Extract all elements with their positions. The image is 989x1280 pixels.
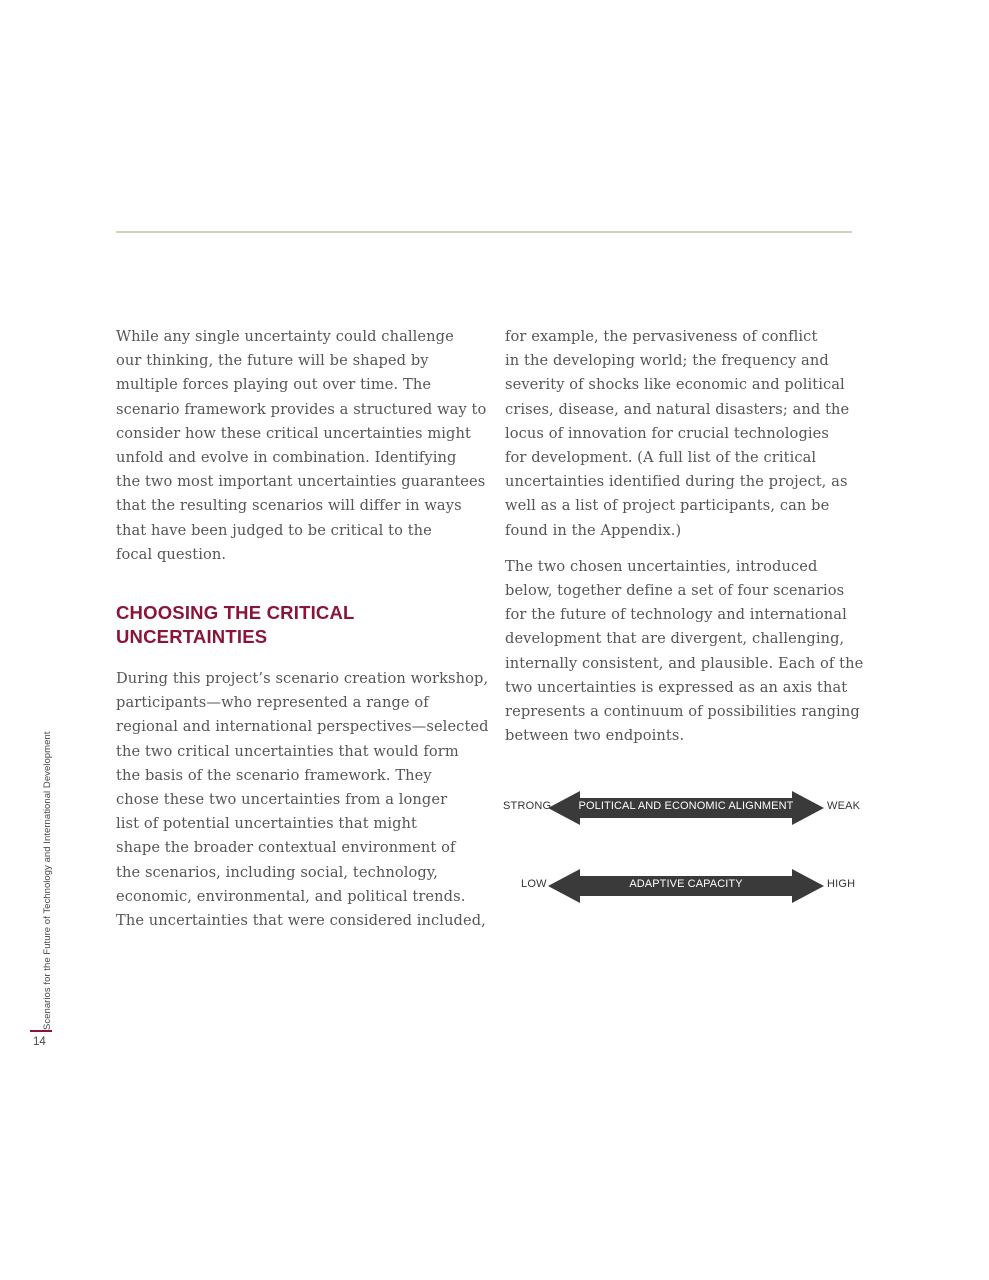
- right-column: [505, 325, 864, 760]
- text-line: two uncertainties is expressed as an axis that: [505, 678, 848, 696]
- text-line: locus of innovation for crucial technologies: [505, 424, 829, 442]
- text-line: between two endpoints.: [505, 727, 685, 745]
- text-line: internally consistent, and plausible. Each of the: [505, 654, 864, 672]
- axis-adaptive-capacity: [500, 866, 860, 906]
- text-line: our thinking, the future will be shaped by: [116, 352, 429, 370]
- axis-title: POLITICAL AND ECONOMIC ALIGNMENT: [578, 800, 794, 812]
- header-rule: [116, 231, 852, 233]
- text-line: the two most important uncertainties guarantees: [116, 473, 486, 491]
- text-line: During this project’s scenario creation workshop,: [116, 670, 489, 688]
- text-line: focal question.: [116, 545, 227, 563]
- text-line: regional and international perspectives—selected: [116, 718, 489, 736]
- text-line: scenario framework provides a structured way to: [116, 400, 487, 418]
- axis-political-economic-alignment: [500, 788, 860, 828]
- text-line: The uncertainties that were considered included,: [116, 912, 486, 930]
- text-line: that the resulting scenarios will differ in ways: [116, 497, 462, 515]
- text-line: multiple forces playing out over time. The: [116, 376, 432, 394]
- text-line: economic, environmental, and political trends.: [116, 887, 466, 905]
- page-number-rule: [30, 1030, 52, 1032]
- axis-left-label: STRONG: [503, 800, 552, 812]
- page-number: 14: [33, 1036, 46, 1048]
- workshop-paragraph: [116, 667, 489, 933]
- text-line: shape the broader contextual environment of: [116, 839, 456, 857]
- text-line: consider how these critical uncertainties might: [116, 424, 471, 442]
- section-heading: [116, 601, 476, 649]
- text-line: represents a continuum of possibilities ranging: [505, 703, 860, 721]
- intro-paragraph: [116, 325, 487, 567]
- heading-line: CHOOSING THE CRITICAL: [116, 602, 355, 624]
- axis-right-label: WEAK: [827, 800, 861, 812]
- text-line: chose these two uncertainties from a longer: [116, 791, 448, 809]
- text-line: for development. (A full list of the critical: [505, 449, 817, 467]
- text-line: development that are divergent, challenging,: [505, 630, 845, 648]
- running-title: Scenarios for the Future of Technology and International Development: [42, 731, 53, 1030]
- text-line: the basis of the scenario framework. They: [116, 766, 432, 784]
- text-line: list of potential uncertainties that might: [116, 815, 418, 833]
- axis-left-label: LOW: [521, 878, 547, 890]
- text-line: in the developing world; the frequency and: [505, 352, 829, 370]
- axis-right-label: HIGH: [827, 878, 856, 890]
- text-line: well as a list of project participants, can be: [505, 497, 830, 515]
- text-line: for the future of technology and international: [505, 606, 847, 624]
- text-line: the scenarios, including social, technology,: [116, 863, 438, 881]
- text-line: severity of shocks like economic and political: [505, 376, 845, 394]
- chosen-uncertainties-paragraph: [505, 555, 864, 749]
- text-line: that have been judged to be critical to the: [116, 521, 432, 539]
- heading-line: UNCERTAINTIES: [116, 626, 268, 648]
- examples-paragraph: [505, 325, 850, 543]
- text-line: While any single uncertainty could challenge: [116, 328, 454, 345]
- left-column: [116, 325, 489, 945]
- text-line: for example, the pervasiveness of conflict: [505, 328, 818, 345]
- text-line: The two chosen uncertainties, introduced: [505, 557, 818, 575]
- axis-title: ADAPTIVE CAPACITY: [629, 878, 743, 890]
- text-line: below, together define a set of four scenarios: [505, 582, 845, 600]
- text-line: uncertainties identified during the project, as: [505, 473, 848, 491]
- text-line: participants—who represented a range of: [116, 694, 429, 712]
- text-line: unfold and evolve in combination. Identifying: [116, 449, 457, 467]
- text-line: crises, disease, and natural disasters; and the: [505, 400, 850, 418]
- text-line: the two critical uncertainties that would form: [116, 742, 459, 760]
- text-line: found in the Appendix.): [505, 521, 682, 539]
